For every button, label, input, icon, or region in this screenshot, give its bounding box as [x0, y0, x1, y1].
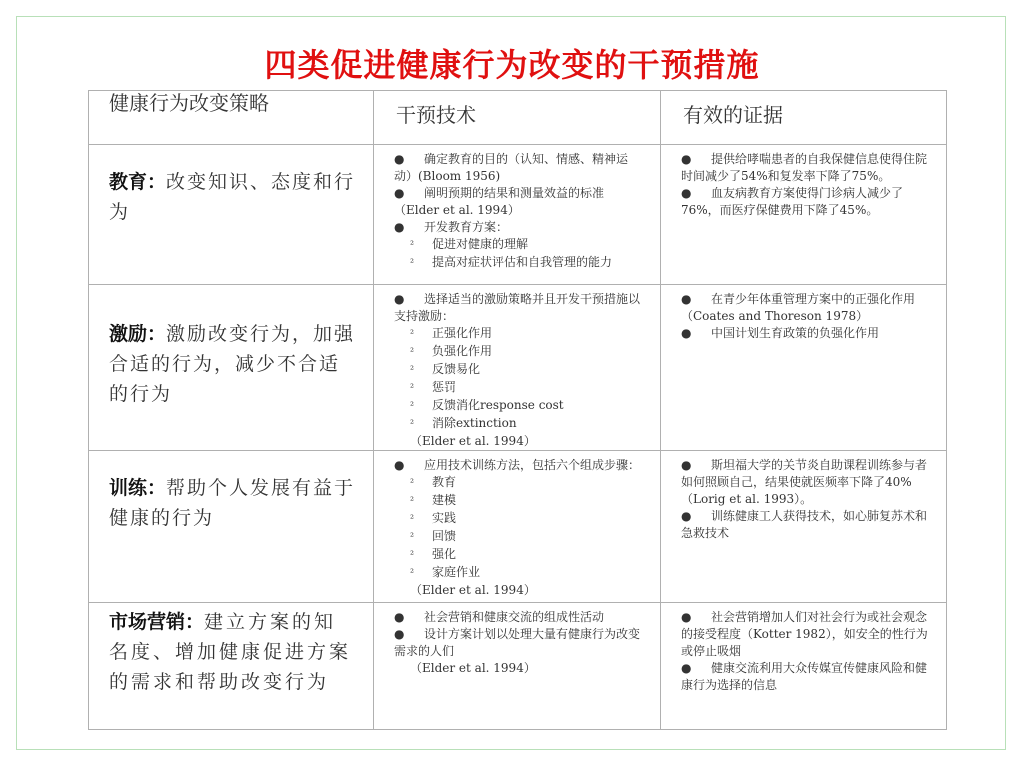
header-cell-evidence — [661, 91, 947, 145]
header-cell-technique — [374, 91, 661, 145]
evidence-cell — [661, 145, 947, 285]
strategy-text — [89, 145, 373, 227]
bullet-item — [394, 626, 646, 660]
sub-bullet-icon: ² — [410, 514, 415, 525]
bullet-icon: ● — [681, 610, 692, 624]
evidence-cell — [661, 603, 947, 730]
bullet-item — [681, 609, 932, 660]
sub-item — [394, 379, 646, 397]
strategy-desc: 激励改变行为，加强合适的行为，减少不合适的行为 — [109, 323, 356, 405]
sub-item — [394, 361, 646, 379]
bullet-item — [681, 660, 932, 694]
citation — [394, 582, 646, 599]
citation — [394, 660, 646, 677]
sub-bullet-icon: ² — [410, 478, 415, 489]
bullet-icon: ● — [394, 458, 405, 472]
sub-bullet-icon: ² — [410, 258, 415, 269]
bullet-icon: ● — [681, 509, 692, 523]
sub-bullet-icon: ² — [410, 496, 415, 507]
bullet-item — [394, 185, 646, 219]
item-text: 阐明预期的结果和测量效益的标准（Elder et al. 1994） — [394, 186, 605, 217]
strategy-head: 训练： — [109, 477, 167, 499]
sub-bullet-icon: ² — [410, 401, 415, 412]
sub-item — [394, 325, 646, 343]
item-text: 回馈 — [432, 529, 457, 543]
item-text: 提高对症状评估和自我管理的能力 — [432, 255, 613, 269]
header-technique: 干预技术 — [396, 103, 476, 127]
strategy-text — [89, 285, 373, 409]
bullet-item — [394, 457, 646, 474]
header-evidence: 有效的证据 — [683, 103, 783, 127]
sub-item — [394, 397, 646, 415]
sub-bullet-icon: ² — [410, 550, 415, 561]
slide-title: 四类促进健康行为改变的干预措施 — [264, 46, 760, 84]
bullet-icon: ● — [394, 186, 405, 200]
sub-bullet-icon: ² — [410, 365, 415, 376]
item-text: 惩罚 — [432, 380, 457, 394]
sub-bullet-icon: ² — [410, 347, 415, 358]
bullet-icon: ● — [394, 292, 405, 306]
strategy-desc: 帮助个人发展有益于健康的行为 — [109, 477, 356, 529]
bullet-item — [394, 219, 646, 236]
item-text: （Elder et al. 1994） — [410, 661, 536, 675]
sub-bullet-icon: ² — [410, 240, 415, 251]
bullet-item — [681, 457, 932, 508]
sub-item — [394, 474, 646, 492]
sub-bullet-icon: ² — [410, 419, 415, 430]
sub-item — [394, 343, 646, 361]
item-text: 促进对健康的理解 — [432, 237, 529, 251]
bullet-icon: ● — [394, 220, 405, 234]
evidence-list — [661, 451, 946, 542]
bullet-item — [681, 151, 932, 185]
sub-item — [394, 254, 646, 272]
item-text: 反馈消化response cost — [432, 398, 564, 412]
item-text: 血友病教育方案使得门诊病人减少了76%，而医疗保健费用下降了45%。 — [681, 186, 904, 217]
item-text: 提供给哮喘患者的自我保健信息使得住院时间减少了54%和复发率下降了75%。 — [681, 152, 928, 183]
strategy-text — [89, 451, 373, 533]
bullet-icon: ● — [681, 326, 692, 340]
strategy-cell — [89, 451, 374, 603]
sub-item — [394, 564, 646, 582]
sub-bullet-icon: ² — [410, 568, 415, 579]
evidence-cell — [661, 285, 947, 451]
strategy-cell — [89, 603, 374, 730]
sub-item — [394, 415, 646, 433]
item-text: 训练健康工人获得技术，如心肺复苏术和急救技术 — [681, 509, 928, 540]
item-text: 家庭作业 — [432, 565, 481, 579]
evidence-list — [661, 285, 946, 342]
technique-list — [374, 285, 660, 450]
table-row — [89, 145, 947, 285]
technique-cell — [374, 603, 661, 730]
table-row — [89, 603, 947, 730]
sub-bullet-icon: ² — [410, 383, 415, 394]
item-text: 中国计划生育政策的负强化作用 — [711, 326, 880, 340]
bullet-item — [394, 609, 646, 626]
item-text: （Elder et al. 1994） — [410, 434, 536, 448]
item-text: （Elder et al. 1994） — [410, 583, 536, 597]
bullet-item — [681, 508, 932, 542]
item-text: 设计方案计划以处理大量有健康行为改变需求的人们 — [394, 627, 641, 658]
item-text: 在青少年体重管理方案中的正强化作用（Coates and Thoreson 1978） — [681, 292, 916, 323]
bullet-item — [394, 151, 646, 185]
strategy-head: 教育： — [109, 171, 167, 193]
sub-item — [394, 546, 646, 564]
bullet-item — [681, 291, 932, 325]
bullet-item — [681, 325, 932, 342]
evidence-list — [661, 145, 946, 219]
item-text: 负强化作用 — [432, 344, 493, 358]
item-text: 应用技术训练方法，包括六个组成步骤： — [424, 458, 641, 472]
bullet-icon: ● — [681, 152, 692, 166]
strategy-desc: 改变知识、态度和行为 — [109, 171, 356, 223]
item-text: 正强化作用 — [432, 326, 493, 340]
bullet-item — [681, 185, 932, 219]
citation — [394, 433, 646, 450]
item-text: 确定教育的目的（认知、情感、精神运动）(Bloom 1956) — [394, 152, 629, 183]
technique-cell — [374, 145, 661, 285]
bullet-icon: ● — [681, 292, 692, 306]
table-row — [89, 451, 947, 603]
item-text: 斯坦福大学的关节炎自助课程训练参与者如何照顾自己，结果使就医频率下降了40%（Lorig et al. 1993）。 — [681, 458, 928, 506]
bullet-item — [394, 291, 646, 325]
technique-list — [374, 451, 660, 599]
item-text: 实践 — [432, 511, 457, 525]
item-text: 社会营销增加人们对社会行为或社会观念的接受程度（Kotter 1982），如安全的性行为或停止吸烟 — [681, 610, 928, 658]
strategy-text — [89, 603, 373, 697]
item-text: 强化 — [432, 547, 457, 561]
strategy-head: 激励： — [109, 323, 167, 345]
evidence-cell — [661, 451, 947, 603]
item-text: 建模 — [432, 493, 457, 507]
item-text: 反馈易化 — [432, 362, 481, 376]
technique-list — [374, 145, 660, 272]
bullet-icon: ● — [681, 458, 692, 472]
sub-item — [394, 510, 646, 528]
bullet-icon: ● — [394, 627, 405, 641]
bullet-icon: ● — [681, 186, 692, 200]
item-text: 选择适当的激励策略并且开发干预措施以支持激励： — [394, 292, 641, 323]
technique-cell — [374, 285, 661, 451]
strategy-cell — [89, 145, 374, 285]
item-text: 社会营销和健康交流的组成性活动 — [424, 610, 605, 624]
item-text: 开发教育方案： — [424, 220, 509, 234]
table-header-row — [89, 91, 947, 145]
header-strategy: 健康行为改变策略 — [109, 91, 269, 115]
sub-item — [394, 492, 646, 510]
strategy-head: 市场营销： — [109, 611, 205, 633]
technique-cell — [374, 451, 661, 603]
table-row — [89, 285, 947, 451]
sub-bullet-icon: ² — [410, 329, 415, 340]
sub-bullet-icon: ² — [410, 532, 415, 543]
bullet-icon: ● — [394, 152, 405, 166]
evidence-list — [661, 603, 946, 694]
strategy-cell — [89, 285, 374, 451]
item-text: 健康交流利用大众传媒宣传健康风险和健康行为选择的信息 — [681, 661, 928, 692]
bullet-icon: ● — [681, 661, 692, 675]
item-text: 消除extinction — [432, 416, 517, 430]
technique-list — [374, 603, 660, 677]
bullet-icon: ● — [394, 610, 405, 624]
intervention-table — [88, 90, 947, 730]
sub-item — [394, 528, 646, 546]
header-cell-strategy — [89, 91, 374, 145]
item-text: 教育 — [432, 475, 457, 489]
sub-item — [394, 236, 646, 254]
strategy-desc: 建立方案的知名度、增加健康促进方案的需求和帮助改变行为 — [109, 611, 352, 693]
